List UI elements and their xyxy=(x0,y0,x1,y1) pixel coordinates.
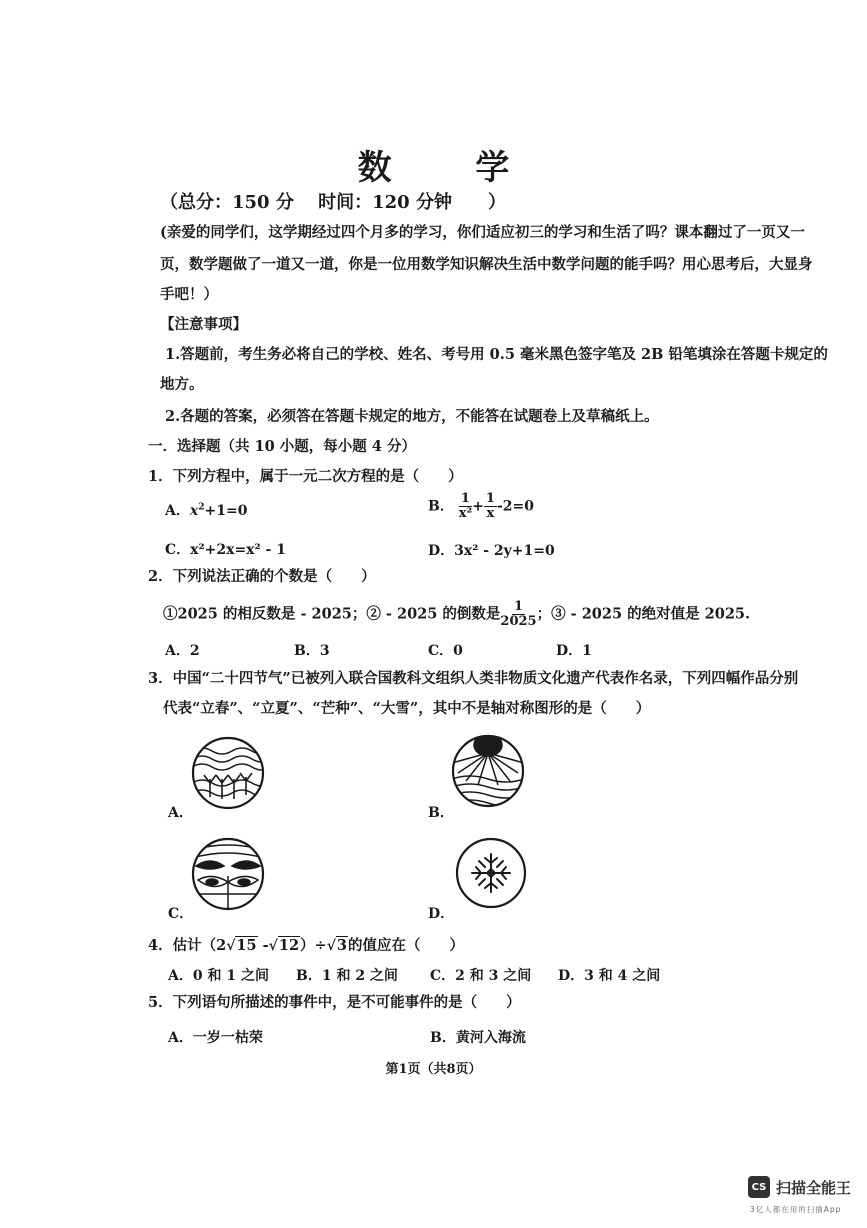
q4-option-a: A．0 和 1 之间 xyxy=(168,968,269,984)
q4-option-b: B．1 和 2 之间 xyxy=(296,968,398,984)
intro-line-2: 页，数学题做了一道又一道，你是一位用数学知识解决生活中数学问题的能手吗？用心思考后，大显身 xyxy=(160,256,813,273)
q1-option-a-var: x xyxy=(189,503,199,519)
q5-option-a: A．一岁一枯荣 xyxy=(168,1030,263,1046)
fraction-denominator: x² xyxy=(458,506,473,521)
question-2-stem: 2．下列说法正确的个数是（ ） xyxy=(148,568,376,585)
q4-option-d: D．3 和 4 之间 xyxy=(558,968,661,984)
fraction-numerator: 1 xyxy=(513,599,524,614)
q1-option-b-label: B． xyxy=(428,498,454,515)
daxue-figure xyxy=(454,836,528,910)
sqrt-symbol: √ xyxy=(268,938,278,954)
notes-heading: 【注意事项】 xyxy=(160,316,247,333)
q1-option-a-label: A． xyxy=(165,503,190,519)
q2-option-d: D．1 xyxy=(556,643,592,659)
page-number: 第1页（共8页） xyxy=(385,1062,482,1077)
question-5-stem: 5．下列语句所描述的事件中，是不可能事件的是（ ） xyxy=(148,994,521,1011)
fraction-numerator: 1 xyxy=(485,491,495,506)
q2-option-a: A．2 xyxy=(165,643,200,659)
camscanner-logo: CS xyxy=(748,1176,770,1198)
mangzhong-figure xyxy=(190,836,266,912)
q4-minus: - xyxy=(257,937,269,954)
q1-option-c-expr: x²+2x=x² - 1 xyxy=(190,542,286,558)
fraction-numerator: 1 xyxy=(460,491,470,506)
lixia-figure xyxy=(450,733,526,809)
q2-statement-part-1: ①2025 的相反数是 - 2025；② - 2025 的倒数是 xyxy=(163,605,501,623)
q1-option-a xyxy=(165,500,247,520)
q1-option-d xyxy=(428,540,555,560)
q1-option-b-fraction-2 xyxy=(484,492,497,521)
q1-option-d-expr: 3x² - 2y+1=0 xyxy=(454,543,555,559)
q2-fraction xyxy=(500,600,536,629)
sqrt-symbol: √ xyxy=(226,938,236,954)
question-4-stem xyxy=(148,934,464,955)
q3-option-a-label: A． xyxy=(168,805,193,821)
q2-option-c: C．0 xyxy=(428,643,463,659)
q2-statements xyxy=(163,600,750,629)
note-1-line-2: 地方。 xyxy=(160,376,204,393)
q1-option-a-exp: 2 xyxy=(198,502,205,513)
q1-option-a-rest: +1=0 xyxy=(204,503,248,519)
q1-option-b-fraction-1 xyxy=(459,492,472,521)
q1-option-c-label: C． xyxy=(165,542,191,558)
q1-option-b-rest: -2=0 xyxy=(496,498,534,515)
q1-option-d-label: D． xyxy=(428,543,455,559)
q1-option-c xyxy=(165,539,286,559)
plus-sign: + xyxy=(472,498,484,515)
question-1-stem: 1．下列方程中，属于一元二次方程的是（ ） xyxy=(148,468,463,485)
question-3-stem-line-1: 3．中国“二十四节气”已被列入联合国教科文组织人类非物质文化遗产代表作名录，下列四幅作品分别 xyxy=(148,670,799,687)
fraction-denominator: x xyxy=(486,506,495,521)
q4-divide: ）÷ xyxy=(300,937,327,954)
lichun-figure xyxy=(190,735,266,811)
exam-info: （总分：150 分 时间：120 分钟 ） xyxy=(160,192,506,213)
camscanner-name: 扫描全能王 xyxy=(776,1179,852,1197)
q3-option-d-label: D． xyxy=(428,906,455,922)
q4-sqrt-3: 3 xyxy=(336,937,347,954)
q4-sqrt-12: 12 xyxy=(278,937,300,954)
q1-option-b xyxy=(428,492,534,521)
q4-option-c: C．2 和 3 之间 xyxy=(430,968,532,984)
q3-option-b-label: B． xyxy=(428,805,454,821)
sqrt-symbol: √ xyxy=(326,938,336,954)
q4-sqrt-15: 15 xyxy=(236,937,257,954)
fraction-denominator: 2025 xyxy=(500,614,537,629)
note-1-line-1: 1.答题前，考生务必将自己的学校、姓名、考号用 0.5 毫米黑色签字笔及 2B 铅笔填涂在答题卡规定的 xyxy=(165,346,828,363)
note-2: 2.各题的答案，必须答在答题卡规定的地方，不能答在试题卷上及草稿纸上。 xyxy=(165,408,659,425)
q5-option-b: B．黄河入海流 xyxy=(430,1030,526,1046)
q4-stem-prefix: 4．估计（2 xyxy=(148,937,227,954)
question-3-stem-line-2: 代表“立春”、“立夏”、“芒种”、“大雪”，其中不是轴对称图形的是（ ） xyxy=(163,700,651,717)
q2-option-b: B．3 xyxy=(294,643,330,659)
q3-option-c-label: C． xyxy=(168,906,194,922)
page-title: 数 学 xyxy=(357,148,546,188)
q4-stem-suffix: 的值应在（ ） xyxy=(348,937,464,954)
intro-line-1: (亲爱的同学们，这学期经过四个月多的学习，你们适应初三的学习和生活了吗？课本翻过了一页又一 xyxy=(160,224,805,241)
intro-line-3: 手吧！） xyxy=(160,286,218,303)
camscanner-slogan: 3亿人都在用的扫描App xyxy=(750,1205,842,1214)
section-heading: 一．选择题（共 10 小题，每小题 4 分） xyxy=(148,438,416,455)
q2-statement-part-2: ；③ - 2025 的绝对值是 2025. xyxy=(536,605,751,623)
